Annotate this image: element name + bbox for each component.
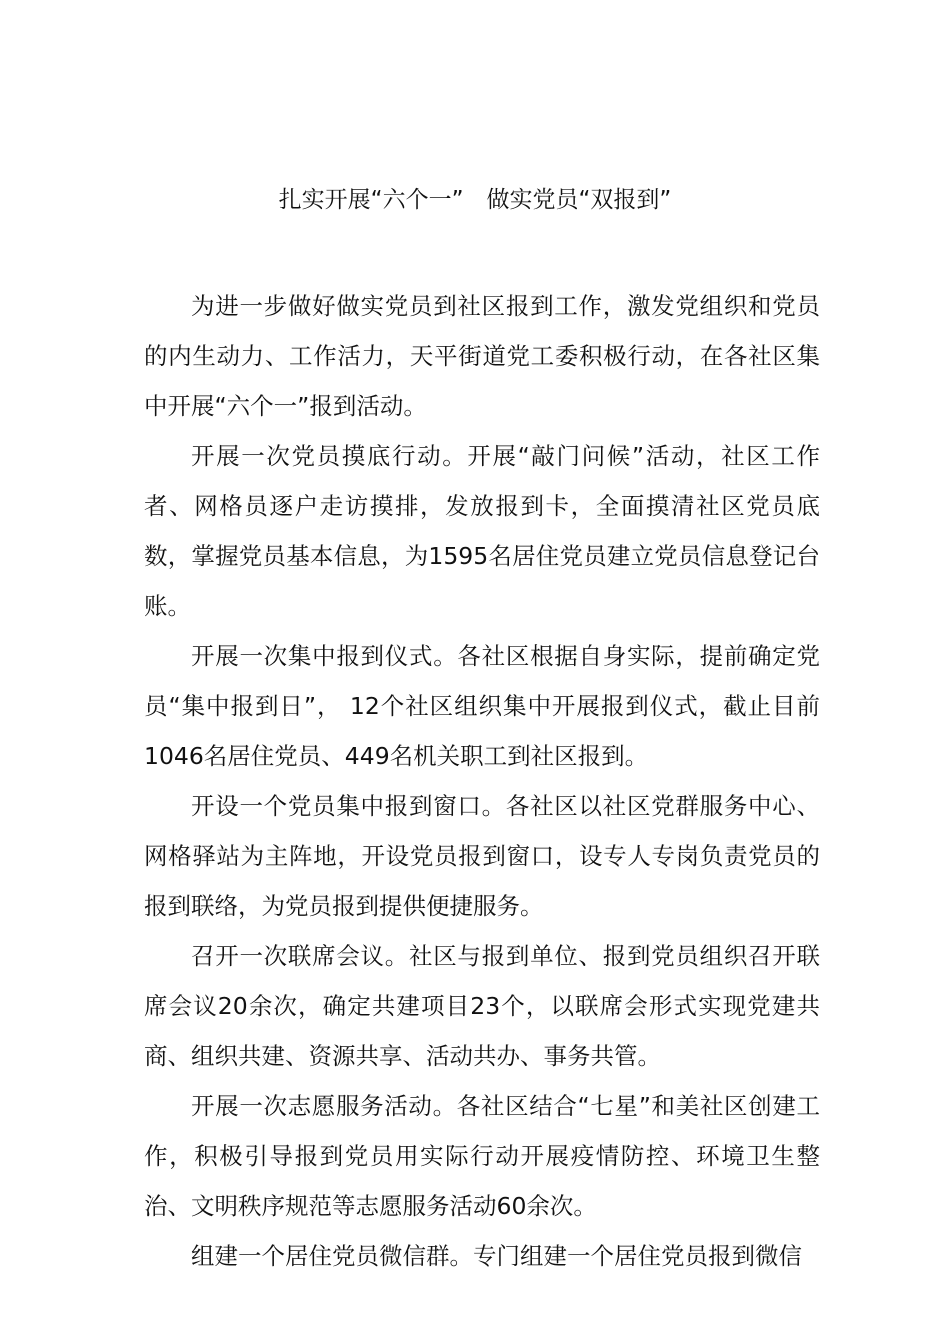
- paragraph-registration-window: 开设一个党员集中报到窗口。各社区以社区党群服务中心、网格驿站为主阵地，开设党员报到窗口，设专人专岗负责党员的报到联络，为党员报到提供便捷服务。: [144, 792, 820, 920]
- paragraph-registration-ceremony: 开展一次集中报到仪式。各社区根据自身实际，提前确定党员“集中报到日”， 12个社区组织集中开展报到仪式，截止目前1046名居住党员、449名机关职工到社区报到。: [144, 642, 820, 770]
- paragraph-wechat-group: 组建一个居住党员微信群。专门组建一个居住党员报到微信: [191, 1242, 802, 1270]
- document-title: 扎实开展“六个一” 做实党员“双报到”: [278, 187, 672, 213]
- paragraph-member-survey: 开展一次党员摸底行动。开展“敲门问候”活动，社区工作者、网格员逐户走访摸排，发放报到卡，全面摸清社区党员底数，掌握党员基本信息，为1595名居住党员建立党员信息登记台账。: [144, 442, 820, 620]
- document-body: [144, 281, 820, 1281]
- paragraph-joint-meeting: 召开一次联席会议。社区与报到单位、报到党员组织召开联席会议20余次，确定共建项目23个，以联席会形式实现党建共商、组织共建、资源共享、活动共办、事务共管。: [144, 942, 820, 1070]
- paragraph-volunteer-service: 开展一次志愿服务活动。各社区结合“七星”和美社区创建工作，积极引导报到党员用实际行动开展疫情防控、环境卫生整治、文明秩序规范等志愿服务活动60余次。: [144, 1092, 820, 1220]
- paragraph-intro: 为进一步做好做实党员到社区报到工作，激发党组织和党员的内生动力、工作活力，天平街道党工委积极行动，在各社区集中开展“六个一”报到活动。: [144, 292, 820, 420]
